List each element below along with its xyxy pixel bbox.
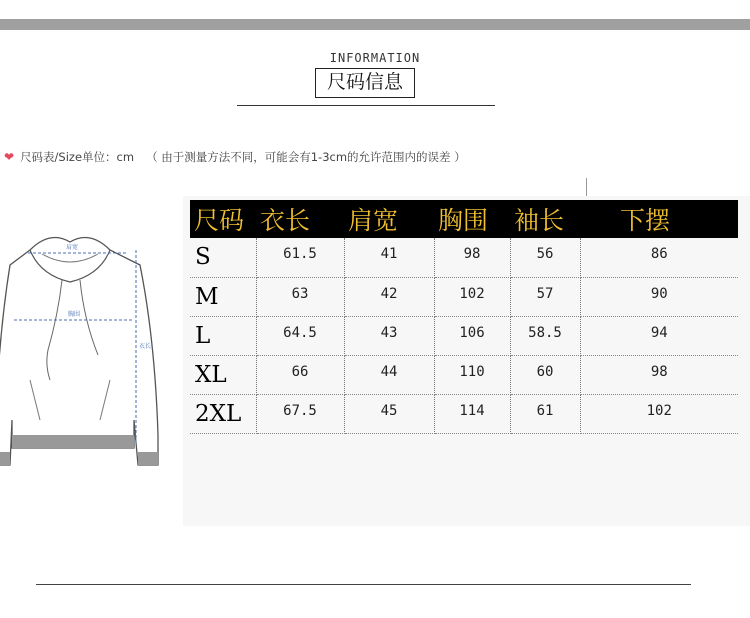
sleeve-cell: 60 — [510, 355, 580, 394]
information-heading: INFORMATION — [329, 51, 421, 65]
hem-cell: 86 — [580, 238, 738, 277]
chest-cell: 102 — [434, 277, 510, 316]
shoulder-cell: 44 — [344, 355, 434, 394]
chest-cell: 110 — [434, 355, 510, 394]
length-cell: 64.5 — [256, 316, 344, 355]
hem-cell: 102 — [580, 394, 738, 433]
length-label: 衣长 — [139, 343, 152, 350]
header-sleeve: 袖长 — [510, 200, 580, 238]
measurement-remark: （ 由于测量方法不同，可能会有1-3cm的允许范围内的误差 ） — [146, 150, 466, 164]
sleeve-cell: 61 — [510, 394, 580, 433]
sleeve-cell: 57 — [510, 277, 580, 316]
top-band — [0, 19, 750, 30]
hoodie-outline — [0, 238, 158, 466]
hoodie-diagram — [0, 220, 170, 480]
table-row — [190, 277, 738, 316]
heart-icon: ❤ — [4, 150, 15, 164]
size-cell: L — [190, 316, 256, 355]
hem-cell: 90 — [580, 277, 738, 316]
chest-label: 胸围 — [68, 311, 81, 318]
size-table — [190, 200, 738, 434]
header-length: 衣长 — [256, 200, 344, 238]
table-row — [190, 238, 738, 277]
table-row — [190, 394, 738, 433]
length-cell: 66 — [256, 355, 344, 394]
header-hem: 下摆 — [580, 200, 738, 238]
length-cell: 63 — [256, 277, 344, 316]
length-cell: 67.5 — [256, 394, 344, 433]
sleeve-cell: 56 — [510, 238, 580, 277]
sleeve-cell: 58.5 — [510, 316, 580, 355]
header-size: 尺码 — [190, 200, 256, 238]
size-cell: S — [190, 238, 256, 277]
chest-cell: 98 — [434, 238, 510, 277]
hem-cell: 98 — [580, 355, 738, 394]
shoulder-label: 肩宽 — [66, 244, 79, 251]
table-row — [190, 355, 738, 394]
chest-cell: 114 — [434, 394, 510, 433]
size-info-title: 尺码信息 — [315, 68, 415, 98]
size-note — [4, 149, 466, 165]
size-cell: M — [190, 277, 256, 316]
table-header-row — [190, 200, 738, 238]
heading-underline — [237, 105, 495, 106]
shoulder-cell: 41 — [344, 238, 434, 277]
size-unit-label: 尺码表/Size单位：cm — [20, 150, 135, 164]
length-cell: 61.5 — [256, 238, 344, 277]
hem-cell: 94 — [580, 316, 738, 355]
size-cell: 2XL — [190, 394, 256, 433]
table-row — [190, 316, 738, 355]
bottom-divider — [36, 584, 691, 585]
right-cuff — [138, 452, 158, 465]
header-chest: 胸围 — [434, 200, 510, 238]
shoulder-cell: 43 — [344, 316, 434, 355]
size-cell: XL — [190, 355, 256, 394]
chest-cell: 106 — [434, 316, 510, 355]
ribbed-hem — [12, 435, 134, 448]
divider — [586, 178, 587, 196]
shoulder-cell: 45 — [344, 394, 434, 433]
shoulder-cell: 42 — [344, 277, 434, 316]
left-cuff — [0, 452, 10, 465]
header-shoulder: 肩宽 — [344, 200, 434, 238]
